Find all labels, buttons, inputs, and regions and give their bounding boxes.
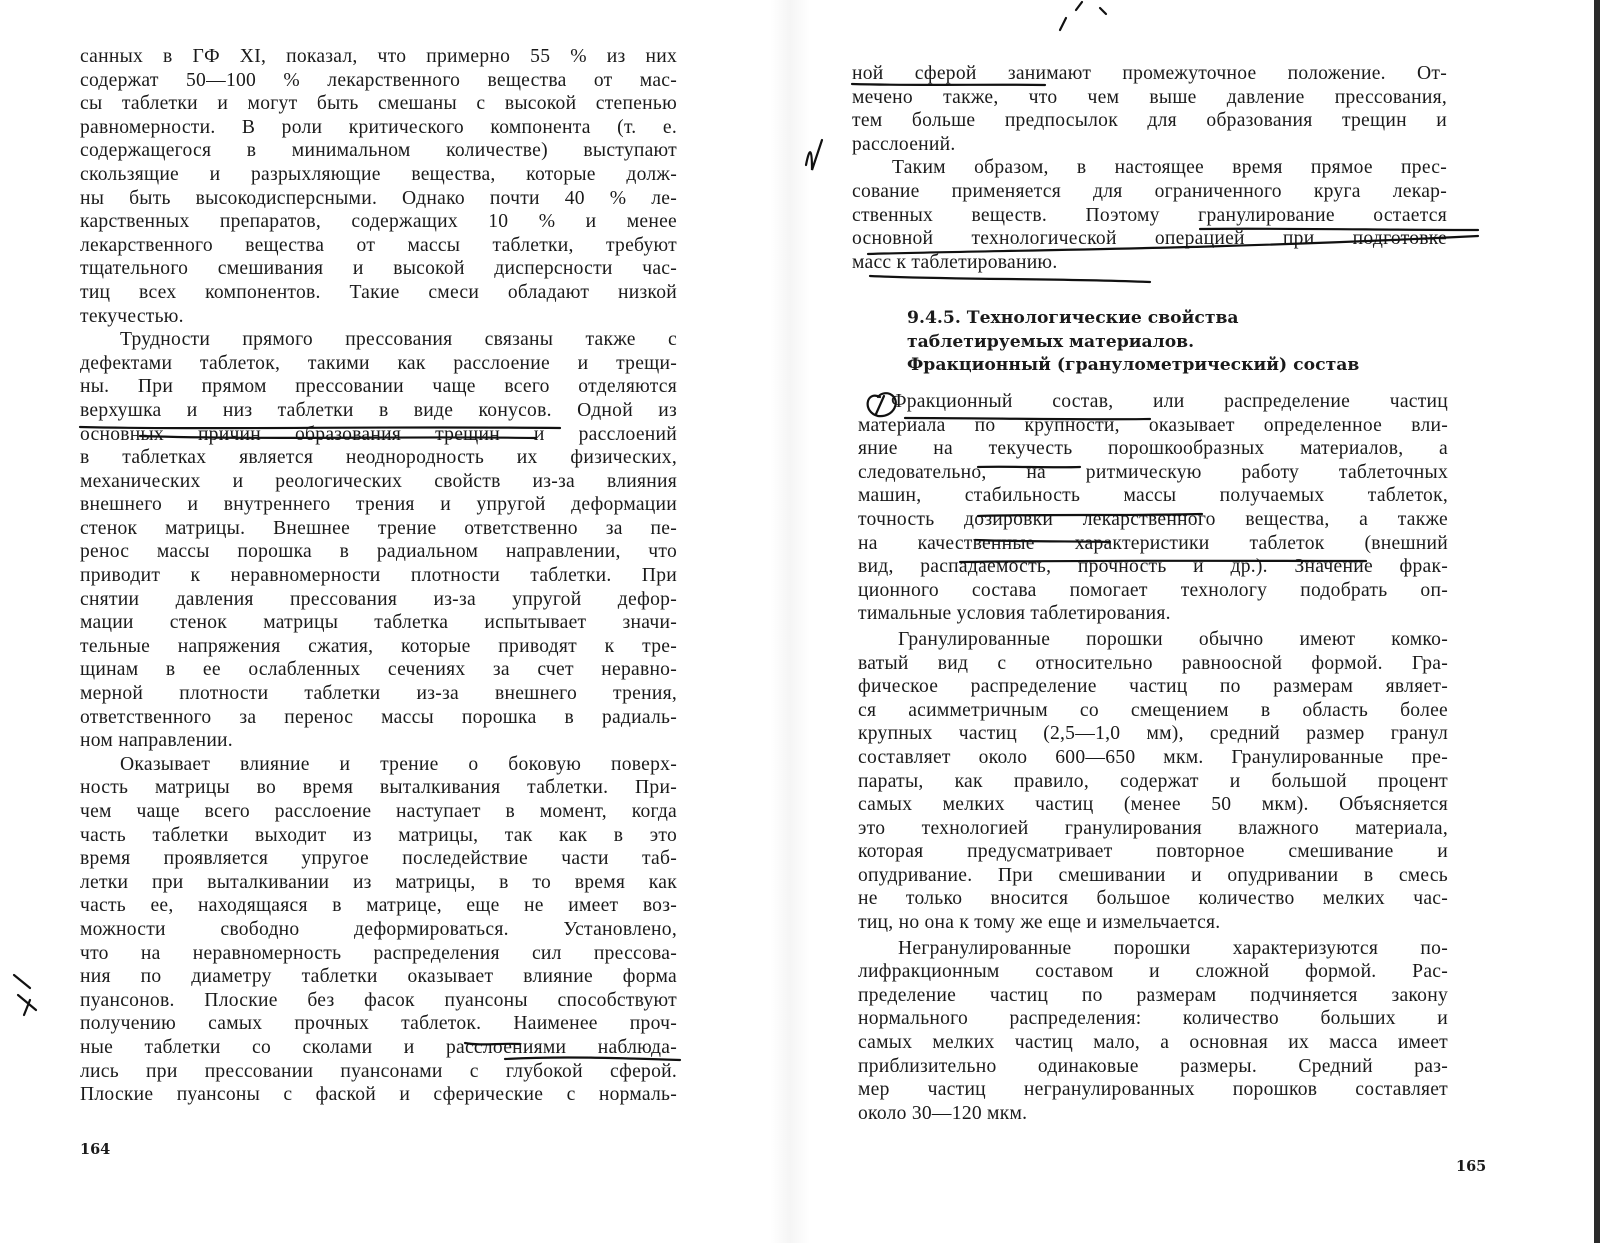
text-line: скользящие и разрыхляющие вещества, которые долж- [80, 163, 677, 185]
paragraph [858, 390, 1448, 626]
text-line: часть ее, находящаяся в матрице, еще не имеет воз- [80, 895, 677, 917]
text-line: ватый вид с относительно равноосной формой. Гра- [858, 652, 1448, 674]
text-line: тиц всех компонентов. Такие смеси обладают низкой [80, 281, 677, 303]
text-line: материала по крупности, оказывает определенное вли- [858, 414, 1448, 436]
text-line: самых мелких частиц (менее 50 мкм). Объясняется [858, 794, 1448, 816]
text-line: приводит к неравномерности плотности таблетки. При [80, 565, 677, 587]
paragraph [80, 328, 677, 753]
text-line: щинам в ее ослабленных сечениях за счет неравно- [80, 659, 677, 681]
text-line: яние на текучесть порошкообразных материалов, а [858, 438, 1448, 460]
text-line: время проявляется упругое последействие части таб- [80, 848, 677, 870]
page-number: 165 [1456, 1158, 1487, 1175]
text-line: точность дозировки лекарственного вещества, а также [858, 508, 1448, 530]
text-line: ренос массы порошка в радиальном направлении, что [80, 541, 677, 563]
text-line: составляет около 600—650 мкм. Гранулированные пре- [858, 746, 1448, 768]
text-line: на качественные характеристики таблеток (внешний [858, 532, 1448, 554]
heading-line: Фракционный (гранулометрический) состав [907, 355, 1360, 375]
text-line: ционного состава помогает технологу подобрать оп- [858, 579, 1448, 601]
text-line: фическое распределение частиц по размерам являет- [858, 676, 1448, 698]
paragraph [852, 62, 1447, 156]
text-line: сование применяется для ограниченного круга лекар- [852, 180, 1447, 202]
page-number: 164 [80, 1141, 111, 1158]
text-line: Гранулированные порошки обычно имеют комко- [898, 628, 1448, 650]
text-line: в таблетках является неоднородность их физических, [80, 447, 677, 469]
text-line: тем больше предпосылок для образования трещин и [852, 110, 1447, 132]
text-line: мечено также, что чем выше давление прессования, [852, 86, 1447, 108]
heading-line: 9.4.5. Технологические свойства [907, 308, 1239, 328]
text-line: которая предусматривает повторное смешивание и [858, 841, 1448, 863]
text-line: можности свободно деформироваться. Установлено, [80, 918, 677, 940]
text-line: снятии давления прессования из-за упругой дефор- [80, 588, 677, 610]
text-line: нормального распределения: количество больших и [858, 1008, 1448, 1030]
text-line: тимальные условия таблетирования. [858, 603, 1171, 625]
text-line: лифракционным составом и сложной формой. Рас- [858, 961, 1448, 983]
text-line: Фракционный состав, или распределение частиц [891, 391, 1448, 412]
right-page-body [858, 390, 1448, 1125]
left-page [0, 0, 780, 1243]
text-line: около 30—120 мкм. [858, 1102, 1028, 1124]
text-line: самых мелких частиц мало, а основная их масса имеет [858, 1032, 1448, 1054]
text-line: лекарственного вещества от массы таблетки, требуют [80, 234, 677, 256]
text-line: это технологией гранулирования влажного материала, [858, 817, 1448, 839]
text-line: Трудности прямого прессования связаны также с [120, 329, 677, 351]
text-line: ной сферой занимают промежуточное положение. От- [852, 63, 1447, 84]
text-line: Негранулированные порошки характеризуются по- [898, 937, 1448, 959]
text-line: механических и реологических свойств из-за влияния [80, 470, 677, 492]
text-line: получению самых прочных таблеток. Наименее проч- [80, 1013, 677, 1035]
paragraph [858, 628, 1448, 935]
text-line: ные таблетки со сколами и расслоениями наблюда- [80, 1036, 677, 1058]
scan-edge [1594, 0, 1600, 1243]
section-heading [907, 307, 1467, 378]
text-line: Оказывает влияние и трение о боковую поверх- [120, 753, 677, 775]
text-line: мации стенок матрицы таблетка испытывает значи- [80, 612, 677, 634]
text-line: мер частиц негранулированных порошков составляет [858, 1079, 1448, 1101]
underline-mark [870, 276, 1150, 282]
text-line: содержащегося в минимальном количестве) выступают [80, 140, 677, 162]
paragraph [858, 937, 1448, 1126]
text-line: не только вносится большое количество мелких час- [858, 888, 1448, 910]
heading-line: таблетируемых материалов. [907, 331, 1195, 352]
text-line: крупных частиц (2,5—1,0 мм), средний размер гранул [858, 723, 1448, 745]
text-line: содержат 50—100 % лекарственного вещества от мас- [80, 69, 677, 91]
paragraph [852, 156, 1447, 274]
text-line: часть таблетки выходит из матрицы, так как в это [80, 824, 677, 846]
paragraph [80, 45, 677, 328]
text-line: тельные напряжения сжатия, которые приводят к тре- [80, 635, 677, 657]
text-line: ны. При прямом прессовании чаще всего отделяются [80, 376, 677, 398]
text-line: сы таблетки и могут быть смешаны с высокой степенью [80, 93, 677, 115]
text-line: верхушка и низ таблетки в виде конусов. Одной из [80, 399, 677, 421]
right-page-top-body [852, 62, 1447, 274]
text-line: тщательного смешивания и высокой дисперсности час- [80, 258, 677, 280]
text-line: стенок матрицы. Внешнее трение ответственно за пе- [80, 517, 677, 539]
text-line: основных причин образования трещин и расслоений [80, 423, 677, 445]
text-line: Плоские пуансоны с фаской и сферические с нормаль- [80, 1084, 677, 1106]
text-line: следовательно, на ритмическую работу таблеточных [858, 461, 1448, 483]
text-line: вид, распадаемость, прочность и др.). Значение фрак- [858, 556, 1448, 578]
text-line: пределение частиц по размерам подчиняется закону [858, 984, 1448, 1006]
text-line: тиц, но она к тому же еще и измельчается. [858, 912, 1221, 934]
text-line: ном направлении. [80, 730, 233, 752]
text-line: масс к таблетированию. [852, 251, 1058, 273]
text-line: санных в ГФ XI, показал, что примерно 55 % из них [80, 46, 677, 67]
text-line: ны быть высокодисперсными. Однако почти 40 % ле- [80, 187, 677, 209]
text-line: расслоений. [852, 133, 956, 155]
text-line: опудривание. При смешивании и опудривании в смесь [858, 864, 1448, 886]
text-line: Таким образом, в настоящее время прямое прес- [892, 157, 1447, 179]
margin-mark [1060, 2, 1106, 30]
text-line: ния по диаметру таблетки оказывает влияние форма [80, 966, 677, 988]
text-line: ственных веществ. Поэтому гранулирование остается [852, 204, 1447, 226]
text-line: текучестью. [80, 305, 184, 327]
text-line: лись при прессовании пуансонами с глубокой сферой. [80, 1060, 677, 1082]
text-line: ответственного за перенос массы порошка в радиаль- [80, 706, 677, 728]
text-line: чем чаще всего расслоение наступает в момент, когда [80, 801, 677, 822]
paragraph [80, 753, 677, 1107]
left-page-body [80, 45, 677, 1107]
text-line: приблизительно одинаковые размеры. Средний раз- [858, 1055, 1448, 1077]
text-line: равномерности. В роли критического компонента (т. е. [80, 116, 677, 138]
text-line: летки при выталкивании из матрицы, в то время как [80, 871, 677, 893]
text-line: ся асимметричным со смещением в область более [858, 699, 1448, 721]
text-line: мерной плотности таблетки из-за внешнего трения, [80, 683, 677, 705]
text-line: основной технологической операцией при подготовке [852, 228, 1447, 250]
text-line: пуансонов. Плоские без фасок пуансоны способствуют [80, 989, 677, 1011]
text-line: внешнего и внутреннего трения и упругой деформации [80, 494, 677, 516]
text-line: параты, как правило, содержат и большой процент [858, 770, 1448, 792]
text-line: ность матрицы во время выталкивания таблетки. При- [80, 777, 677, 799]
text-line: карственных препаратов, содержащих 10 % и менее [80, 211, 677, 233]
text-line: машин, стабильность массы получаемых таблеток, [858, 485, 1448, 507]
text-line: что на неравномерность распределения сил прессова- [80, 942, 677, 964]
text-line: дефектами таблеток, такими как расслоение и трещи- [80, 352, 677, 374]
